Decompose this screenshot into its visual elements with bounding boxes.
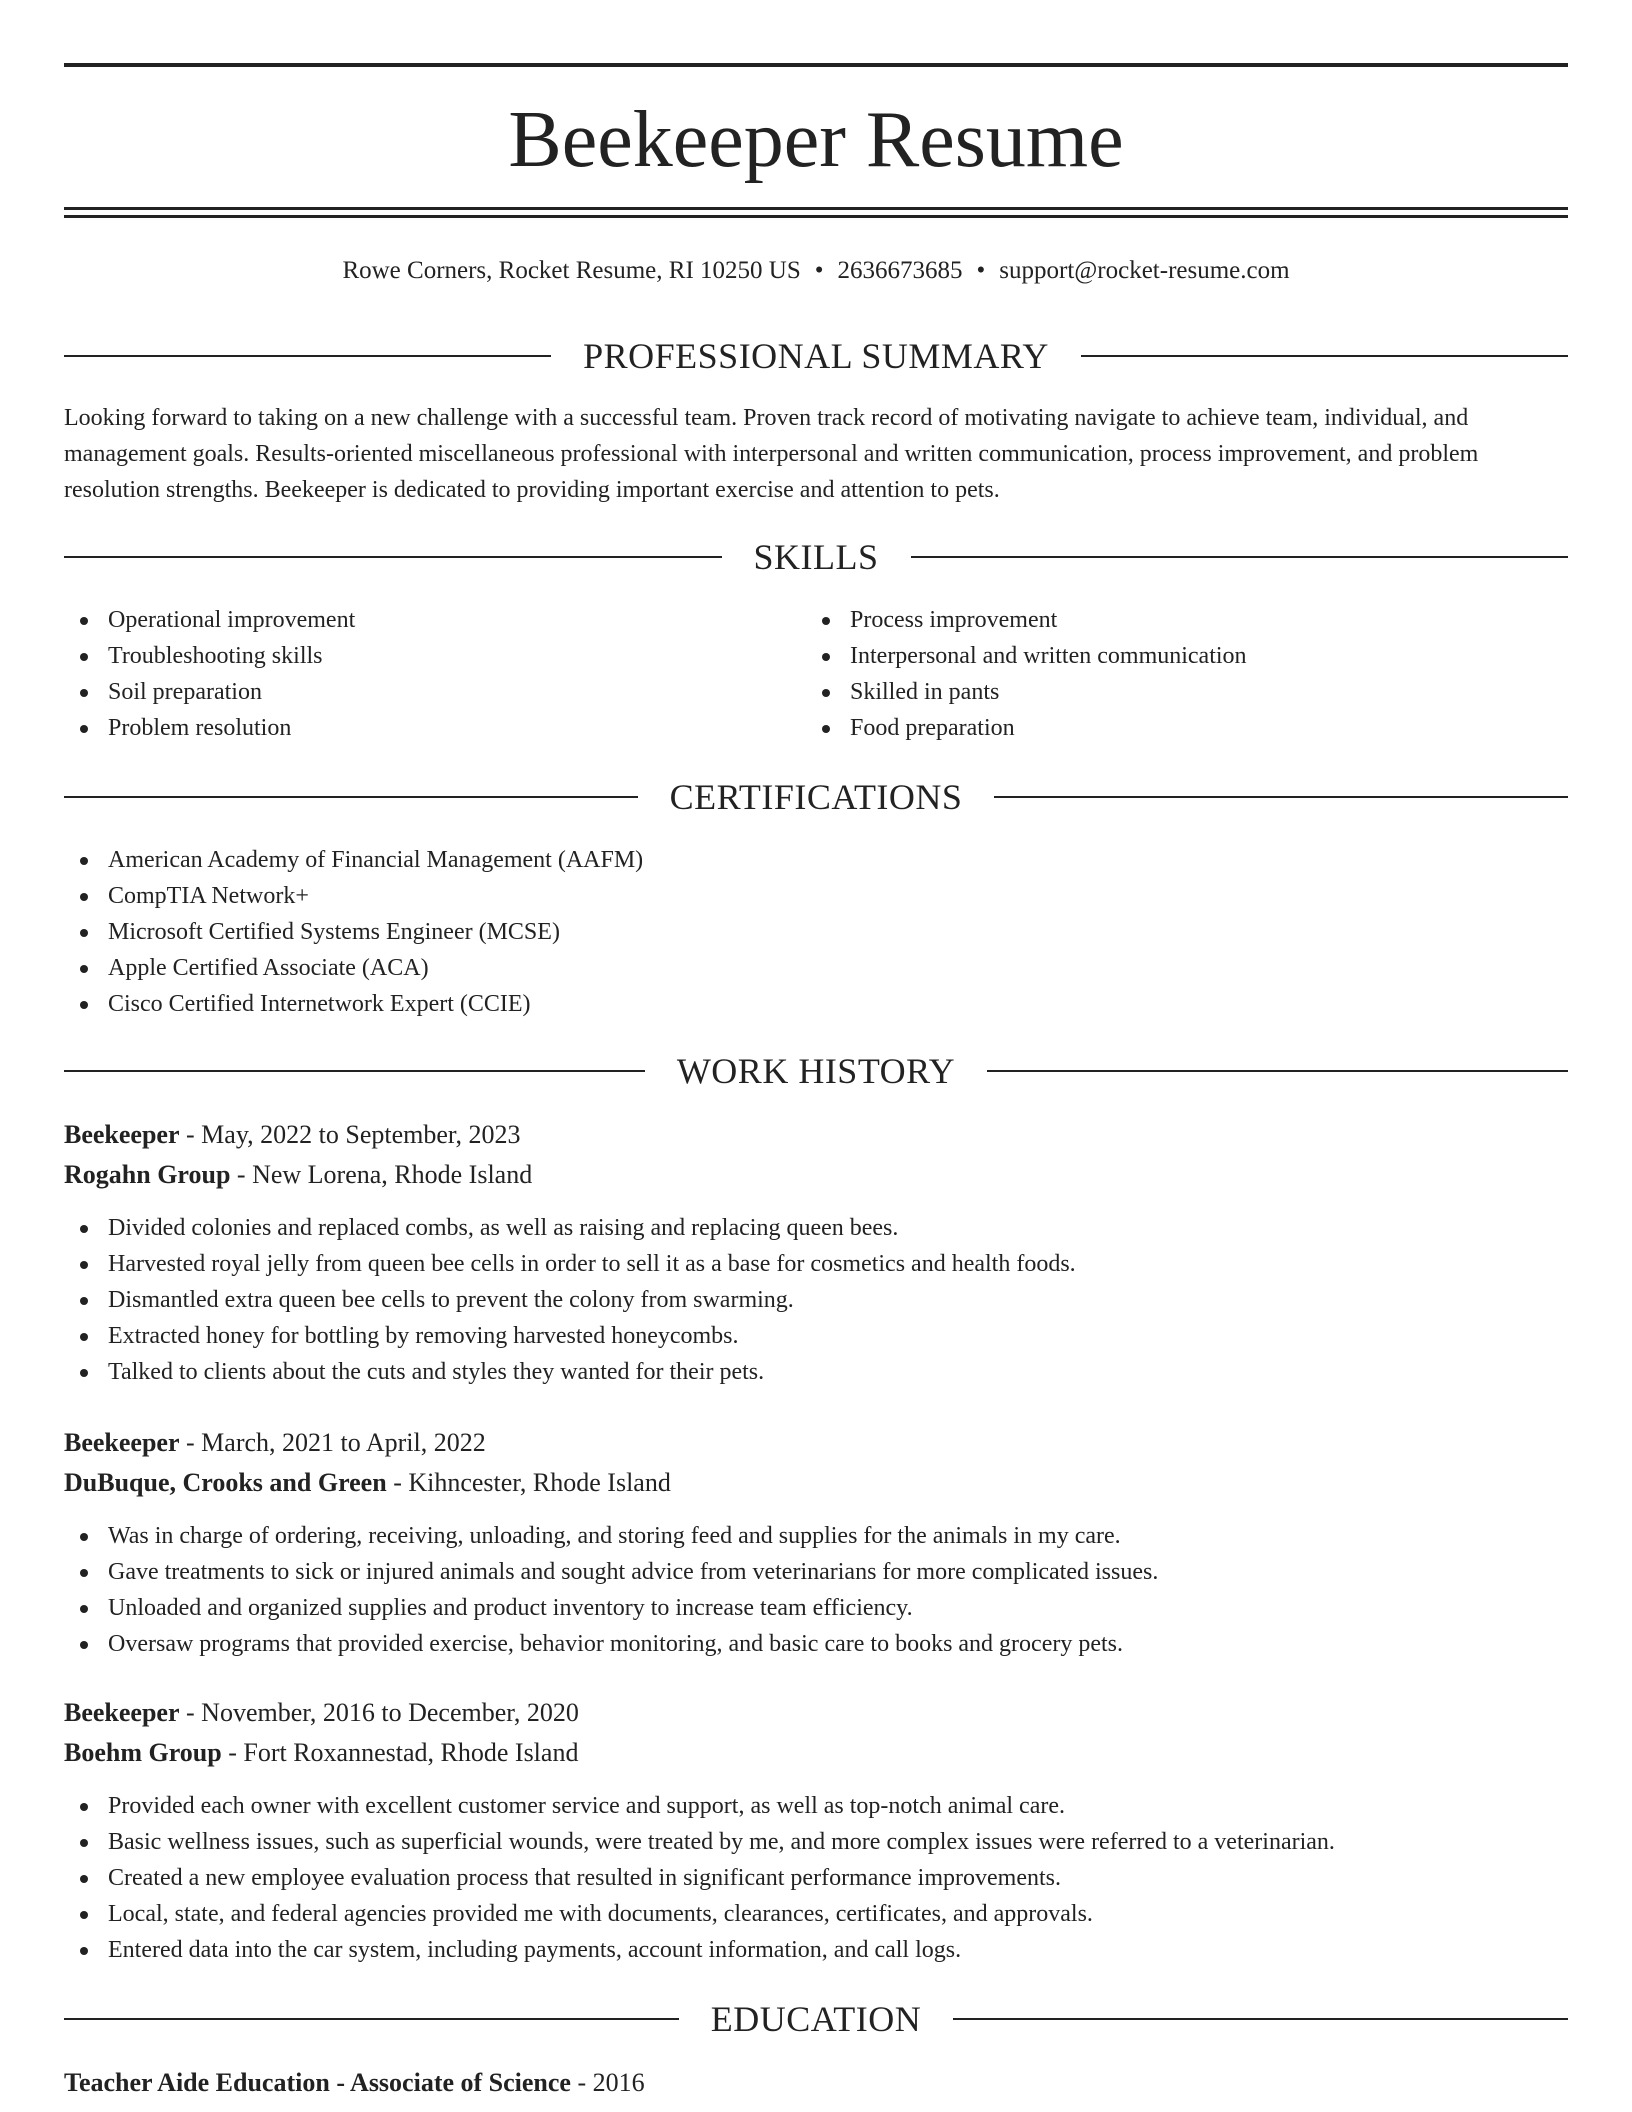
contact-email: support@rocket-resume.com (999, 257, 1290, 284)
job-duties-list (64, 1788, 1564, 1968)
skill-item: Troubleshooting skills (64, 638, 764, 674)
job-duty: Gave treatments to sick or injured animals and sought advice from veterinarians for more complicated issues. (64, 1554, 1564, 1590)
job-duty: Divided colonies and replaced combs, as well as raising and replacing queen bees. (64, 1210, 1564, 1246)
education-degree: Teacher Aide Education - Associate of Science (64, 2068, 571, 2097)
job-duties-list (64, 1518, 1564, 1662)
contact-separator: • (976, 257, 986, 284)
header-top-rule (64, 63, 1568, 67)
job-company-line (64, 1157, 532, 1193)
job-duty: Was in charge of ordering, receiving, unloading, and storing feed and supplies for the animals in my care. (64, 1518, 1564, 1554)
heading-rule-left (64, 1070, 645, 1072)
section-heading-skills (64, 535, 1568, 579)
education-year: - 2016 (570, 2068, 645, 2097)
job-dates: - May, 2022 to September, 2023 (179, 1120, 521, 1149)
contact-phone: 2636673685 (837, 257, 963, 284)
education-entry (64, 2065, 645, 2101)
skill-item: Operational improvement (64, 602, 764, 638)
heading-rule-right (911, 556, 1569, 558)
skill-item: Soil preparation (64, 674, 764, 710)
section-title: EDUCATION (710, 1999, 922, 2039)
job-duty: Basic wellness issues, such as superficial wounds, were treated by me, and more complex issues were referred to a veterinarian. (64, 1824, 1564, 1860)
job-company: Boehm Group (64, 1738, 222, 1767)
skill-item: Food preparation (806, 710, 1566, 746)
job-title: Beekeeper (64, 1120, 180, 1149)
job-location: - Fort Roxannestad, Rhode Island (221, 1738, 579, 1767)
header-double-rule-bottom (64, 215, 1568, 218)
job-duty: Harvested royal jelly from queen bee cells in order to sell it as a base for cosmetics and health foods. (64, 1246, 1564, 1282)
job-title: Beekeeper (64, 1698, 180, 1727)
section-title: CERTIFICATIONS (669, 777, 963, 817)
section-heading-summary (64, 334, 1568, 378)
section-title: PROFESSIONAL SUMMARY (583, 336, 1049, 376)
job-title-line (64, 1425, 486, 1461)
heading-rule-right (1081, 355, 1568, 357)
section-heading-work-history (64, 1049, 1568, 1093)
page-title: Beekeeper Resume (508, 96, 1124, 184)
contact-separator: • (814, 257, 824, 284)
job-dates: - November, 2016 to December, 2020 (179, 1698, 579, 1727)
contact-line (64, 254, 1568, 288)
summary-text: Looking forward to taking on a new challenge with a successful team. Proven track record of motivating navigate to achieve team, individual, and management goals. Results-oriented miscellaneous professional with interpersonal and written communication, process improvement, and problem resolution strengths. Beekeeper is dedicated to providing important exercise and attention to pets. (64, 405, 1479, 503)
job-company: DuBuque, Crooks and Green (64, 1468, 387, 1497)
certification-item: Microsoft Certified Systems Engineer (MCSE) (64, 914, 1564, 950)
certification-item: CompTIA Network+ (64, 878, 1564, 914)
job-duty: Talked to clients about the cuts and styles they wanted for their pets. (64, 1354, 1564, 1390)
job-location: - Kihncester, Rhode Island (386, 1468, 671, 1497)
job-title-line (64, 1117, 521, 1153)
header-double-rule-top (64, 207, 1568, 210)
job-title: Beekeeper (64, 1428, 180, 1457)
skill-item: Interpersonal and written communication (806, 638, 1566, 674)
heading-rule-left (64, 796, 638, 798)
job-dates: - March, 2021 to April, 2022 (179, 1428, 486, 1457)
job-company-line (64, 1465, 671, 1501)
skill-item: Skilled in pants (806, 674, 1566, 710)
job-duty: Dismantled extra queen bee cells to prevent the colony from swarming. (64, 1282, 1564, 1318)
job-duty: Provided each owner with excellent customer service and support, as well as top-notch animal care. (64, 1788, 1564, 1824)
job-duty: Entered data into the car system, including payments, account information, and call logs. (64, 1932, 1564, 1968)
job-duty: Oversaw programs that provided exercise, behavior monitoring, and basic care to books and grocery pets. (64, 1626, 1564, 1662)
heading-rule-right (994, 796, 1568, 798)
skill-item: Problem resolution (64, 710, 764, 746)
heading-rule-left (64, 2018, 679, 2020)
section-heading-certifications (64, 775, 1568, 819)
certification-item: Apple Certified Associate (ACA) (64, 950, 1564, 986)
certification-item: American Academy of Financial Management (AAFM) (64, 842, 1564, 878)
contact-address: Rowe Corners, Rocket Resume, RI 10250 US (342, 257, 801, 284)
certification-item: Cisco Certified Internetwork Expert (CCIE) (64, 986, 1564, 1022)
job-company-line (64, 1735, 578, 1771)
heading-rule-right (953, 2018, 1568, 2020)
job-duty: Created a new employee evaluation process that resulted in significant performance improvements. (64, 1860, 1564, 1896)
job-duty: Extracted honey for bottling by removing harvested honeycombs. (64, 1318, 1564, 1354)
skill-item: Process improvement (806, 602, 1566, 638)
job-duties-list (64, 1210, 1564, 1390)
skills-list-left (64, 602, 764, 746)
job-location: - New Lorena, Rhode Island (230, 1160, 533, 1189)
section-title: WORK HISTORY (676, 1051, 956, 1091)
section-heading-education (64, 1997, 1568, 2041)
job-title-line (64, 1695, 579, 1731)
heading-rule-left (64, 556, 722, 558)
job-duty: Unloaded and organized supplies and product inventory to increase team efficiency. (64, 1590, 1564, 1626)
skills-list-right (806, 602, 1566, 746)
job-company: Rogahn Group (64, 1160, 231, 1189)
job-duty: Local, state, and federal agencies provided me with documents, clearances, certificates, and approvals. (64, 1896, 1564, 1932)
heading-rule-left (64, 355, 551, 357)
heading-rule-right (987, 1070, 1568, 1072)
certifications-list (64, 842, 1564, 1022)
section-title: SKILLS (753, 537, 879, 577)
